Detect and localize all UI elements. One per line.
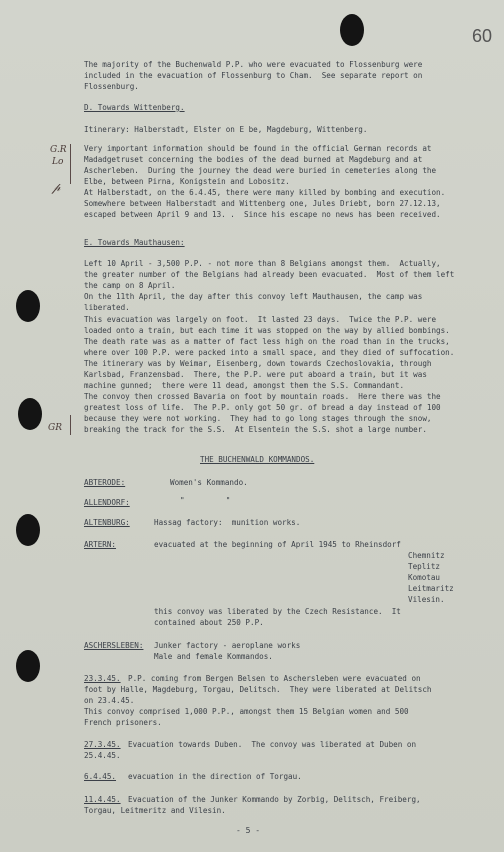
margin-signature: 𝓅 bbox=[52, 180, 61, 194]
section-e-line: because they were not working. They had to go long stages through the snow, bbox=[84, 414, 432, 423]
kommando-desc: evacuated at the beginning of April 1945 to Rheinsdorf bbox=[154, 540, 401, 549]
intro-line: Flossenburg. bbox=[84, 82, 139, 91]
intro-line: The majority of the Buchenwald P.P. who were evacuated to Flossenburg were bbox=[84, 60, 423, 69]
entry-line: evacuation in the direction of Torgau. bbox=[128, 772, 302, 781]
kommando-desc: " " bbox=[180, 496, 231, 505]
section-e-line: where over 100 P.P. were packed into a small space, and they died of suffocation. bbox=[84, 348, 455, 357]
destination-place: Teplitz bbox=[408, 562, 441, 571]
entry-line: This convoy comprised 1,000 P.P., amongst them 15 Belgian women and 500 bbox=[84, 707, 409, 716]
section-d-itinerary: Itinerary: Halberstadt, Elster on E be, Magdeburg, Wittenberg. bbox=[84, 125, 368, 134]
margin-bracket bbox=[70, 144, 71, 184]
destination-place: Vilesin. bbox=[408, 595, 445, 604]
section-d-line: escaped between April 9 and 13. . Since his escape no news has been received. bbox=[84, 210, 441, 219]
page-number-handwritten: 60 bbox=[472, 26, 493, 46]
punch-hole-left-2 bbox=[18, 398, 42, 430]
artern-note: contained about 250 P.P. bbox=[154, 618, 264, 627]
section-d-heading: D. Towards Wittenberg. bbox=[84, 103, 185, 112]
section-e-line: liberated. bbox=[84, 303, 130, 312]
kommando-name: ALLENDORF: bbox=[84, 498, 130, 507]
kommando-name: ABTERODE: bbox=[84, 478, 126, 487]
section-e-line: loaded onto a train, but each time it was stopped on the way by allied bombings. bbox=[84, 326, 450, 335]
section-e-line: the camp on 8 April. bbox=[84, 281, 176, 290]
kommando-desc: Women's Kommando. bbox=[170, 478, 248, 487]
punch-hole-top bbox=[340, 14, 364, 46]
entry-date: 23.3.45. bbox=[84, 674, 121, 683]
section-d-line: Elbe, between Pirna, Konigstein and Lobositz. bbox=[84, 177, 290, 186]
section-e-line: machine gunned; there were 11 dead, amongst them the S.S. Commandant. bbox=[84, 381, 405, 390]
punch-hole-left-4 bbox=[16, 650, 40, 682]
section-e-line: On the 11th April, the day after this convoy left Mauthausen, the camp was bbox=[84, 292, 423, 301]
kommando-desc: Male and female Kommandos. bbox=[154, 652, 273, 661]
entry-date: 27.3.45. bbox=[84, 740, 121, 749]
section-d-line: Madadgetruset concerning the bodies of the dead burned at Magdeburg and at bbox=[84, 155, 423, 164]
punch-hole-left-3 bbox=[16, 514, 40, 546]
section-e-line: breaking the track for the S.S. At Elsentein the S.S. shot a large number. bbox=[84, 425, 427, 434]
entry-date: 6.4.45. bbox=[84, 772, 117, 781]
section-e-line: The death rate was as a matter of fact less high on the road than in the trucks, bbox=[84, 337, 450, 346]
destination-place: Chemnitz bbox=[408, 551, 445, 560]
section-e-line: greatest loss of life. The P.P. only got 50 gr. of bread a day instead of 100 bbox=[84, 403, 441, 412]
entry-line: 25.4.45. bbox=[84, 751, 121, 760]
kommando-name: ASCHERSLEBEN: bbox=[84, 641, 144, 650]
kommando-desc: Hassag factory: munition works. bbox=[154, 518, 301, 527]
section-e-line: The convoy then crossed Bavaria on foot by mountain roads. Here there was the bbox=[84, 392, 441, 401]
margin-note: G.R bbox=[50, 145, 67, 155]
kommando-name: ALTENBURG: bbox=[84, 518, 130, 527]
section-e-heading: E. Towards Mauthausen: bbox=[84, 238, 185, 247]
entry-line: foot by Halle, Magdeburg, Torgau, Delitsch. They were liberated at Delitsch bbox=[84, 685, 432, 694]
destination-place: Komotau bbox=[408, 573, 441, 582]
section-d-line: Somewhere between Halberstadt and Wittenberg one, Jules Driebt, born 27.12.13, bbox=[84, 199, 441, 208]
section-e-line: Left 10 April - 3,500 P.P. - not more than 8 Belgians amongst them. Actually, bbox=[84, 259, 441, 268]
intro-line: included in the evacuation of Flossenburg to Cham. See separate report on bbox=[84, 71, 423, 80]
entry-date: 11.4.45. bbox=[84, 795, 121, 804]
section-e-line: the greater number of the Belgians had already been evacuated. Most of them left bbox=[84, 270, 455, 279]
entry-line: Evacuation of the Junker Kommando by Zorbig, Delitsch, Freiberg, bbox=[128, 795, 421, 804]
section-e-line: This evacuation was largely on foot. It lasted 23 days. Twice the P.P. were bbox=[84, 315, 437, 324]
entry-line: on 23.4.45. bbox=[84, 696, 135, 705]
kommando-name: ARTERN: bbox=[84, 540, 117, 549]
section-d-line: Ascherleben. During the journey the dead were buried in cemeteries along the bbox=[84, 166, 437, 175]
section-e-line: Karlsbad, Franzensbad. There, the P.P. were put aboard a train, but it was bbox=[84, 370, 427, 379]
entry-line: French prisoners. bbox=[84, 718, 162, 727]
section-e-line: The itinerary was by Weimar, Eisenberg, down towards Czechoslovakia, through bbox=[84, 359, 432, 368]
margin-note: Lo bbox=[52, 157, 64, 167]
punch-hole-left-1 bbox=[16, 290, 40, 322]
section-d-line: At Halberstadt, on the 6.4.45, there were many killed by bombing and execution. bbox=[84, 188, 446, 197]
destination-place: Leitmaritz bbox=[408, 584, 454, 593]
margin-bracket bbox=[70, 415, 71, 435]
section-d-line: Very important information should be found in the official German records at bbox=[84, 144, 432, 153]
entry-line: Evacuation towards Duben. The convoy was liberated at Duben on bbox=[128, 740, 417, 749]
kommando-desc: Junker factory - aeroplane works bbox=[154, 641, 301, 650]
kommandos-heading: THE BUCHENWALD KOMMANDOS. bbox=[200, 455, 315, 464]
artern-note: this convoy was liberated by the Czech Resistance. It bbox=[154, 607, 401, 616]
margin-note: GR bbox=[48, 423, 62, 433]
entry-line: P.P. coming from Bergen Belsen to Aschersleben were evacuated on bbox=[128, 674, 421, 683]
page-footer: - 5 - bbox=[236, 826, 261, 835]
entry-line: Torgau, Leitmeritz and Vilesin. bbox=[84, 806, 226, 815]
